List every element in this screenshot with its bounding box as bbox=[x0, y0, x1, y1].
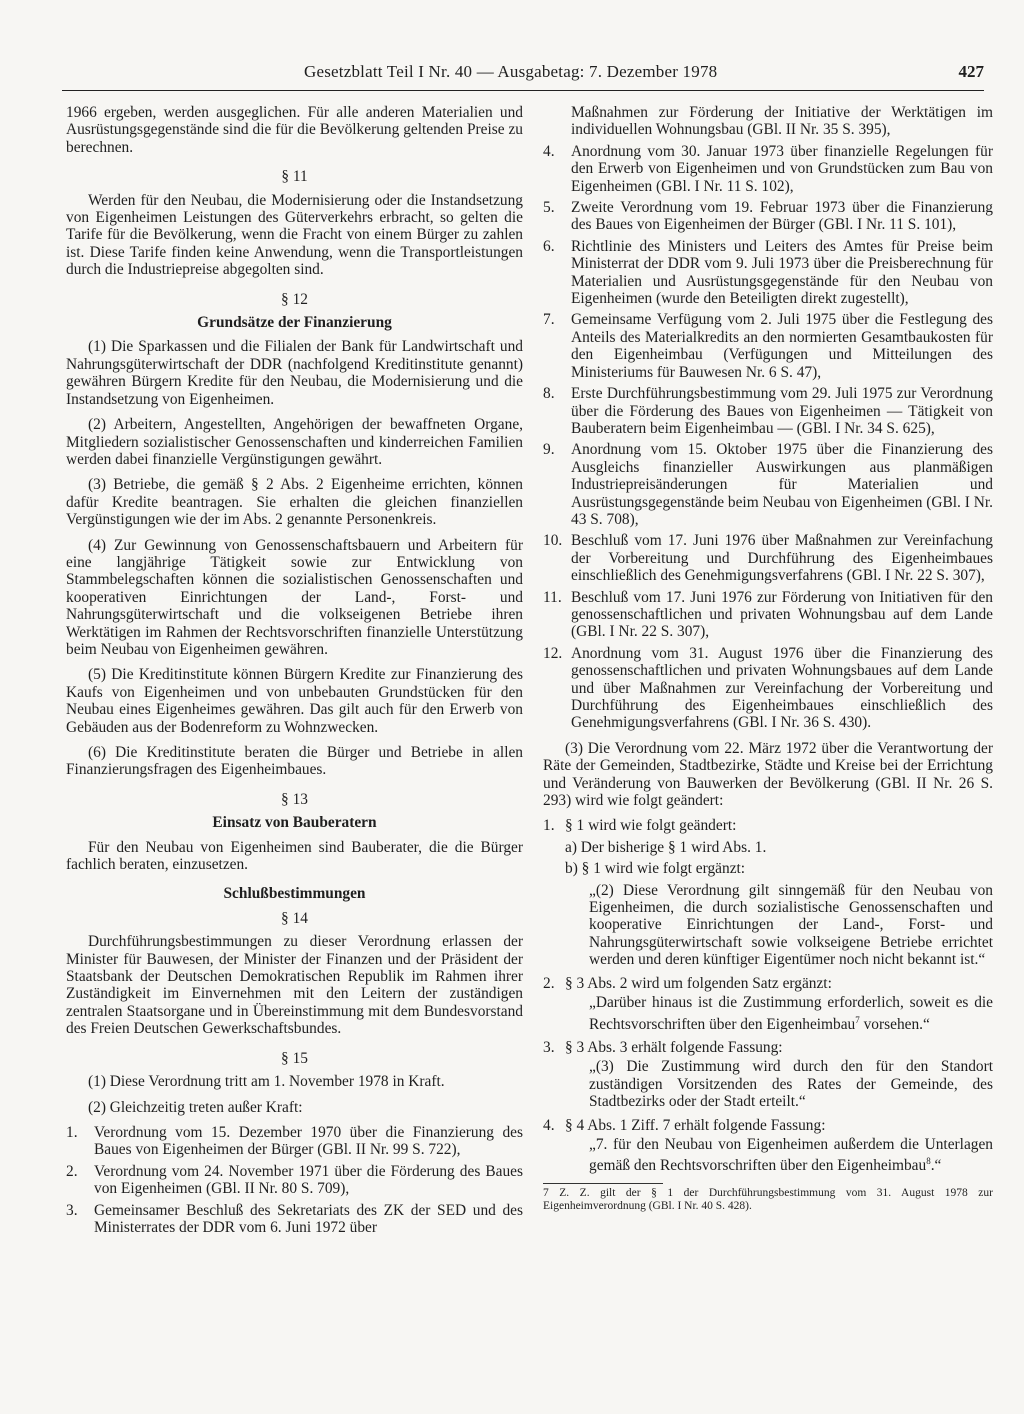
section-13-title: Einsatz von Bauberatern bbox=[212, 814, 377, 832]
list-item-number: 10. bbox=[543, 532, 563, 550]
amendment-text: § 3 Abs. 2 wird um folgenden Satz ergänzt: bbox=[565, 974, 832, 992]
footnote-ref: 8 bbox=[926, 1156, 931, 1167]
page-header bbox=[62, 62, 984, 91]
amendment-sub-a: a) Der bisherige § 1 wird Abs. 1. bbox=[565, 838, 767, 856]
right-column bbox=[543, 104, 993, 1213]
footnote-divider bbox=[543, 1183, 663, 1184]
list-item bbox=[543, 199, 993, 234]
list-item-number: 2. bbox=[66, 1162, 78, 1180]
list-item-number: 11. bbox=[543, 588, 562, 606]
amendment-quote bbox=[589, 1136, 993, 1175]
list-item bbox=[66, 1124, 523, 1159]
footnote: 7 Z. Z. gilt der § 1 der Durchführungsbestimmung vom 31. August 1978 zur Eigenheimverordnung (GBl. I Nr. 40 S. 428). bbox=[543, 1187, 993, 1212]
list-item-continuation bbox=[543, 104, 993, 139]
list-item bbox=[543, 143, 993, 195]
section-14-text: Durchführungsbestimmungen zu dieser Verordnung erlassen der Minister für Bauwesen, der Minister der Finanzen und der Präsident der Staatsbank der Deutschen Demokratischen Republik im Rahmen ihrer Zuständigkeit im Einvernehmen mit den Leitern der zuständigen zentralen Staatsorgane und in Übereinstimmung mit dem Bundesvorstand des Freien Deutschen Gewerkschaftsbundes. bbox=[66, 933, 523, 1038]
list-item-number: 3. bbox=[66, 1201, 78, 1219]
section-11-heading: § 11 bbox=[281, 168, 308, 186]
list-item-text: Anordnung vom 15. Oktober 1975 über die Finanzierung des Ausgleichs finanzieller Auswirkungen aus planmäßigen Industriepreisänderungen für Materialien und Ausrüstungsgegenstände beim Neubau von Eigenheimen (GBl. I Nr. 43 S. 708), bbox=[571, 441, 993, 528]
amendment-list bbox=[543, 817, 993, 1175]
amendment-text: § 1 wird wie folgt geändert: bbox=[565, 817, 737, 835]
amendment-number: 3. bbox=[543, 1039, 555, 1057]
list-item-text: Zweite Verordnung vom 19. Februar 1973 über die Finanzierung des Baues von Eigenheimen der Bürger (GBl. I Nr. 11 S. 101), bbox=[571, 199, 993, 234]
list-item-text: Verordnung vom 24. November 1971 über die Förderung des Baues von Eigenheimen (GBl. II Nr. 80 S. 709), bbox=[94, 1162, 523, 1198]
section-12-para-2: (2) Arbeitern, Angestellten, Angehörigen der bewaffneten Organe, Mitgliedern sozialistischer Genossenschaften und kinderreichen Familien werden dabei finanzielle Vergünstigungen gewährt. bbox=[66, 416, 523, 468]
amendment-quote bbox=[589, 994, 993, 1033]
list-item-text: Richtlinie des Ministers und Leiters des Amtes für Preise beim Ministerrat der DDR vom 9. Juli 1973 über die Preisberechnung für Materialien und Ausrüstungsgegenstände für den Neubau von Eigenheimen (wurde den Beteiligten direkt zugestellt), bbox=[571, 237, 993, 308]
section-12-para-3: (3) Betriebe, die gemäß § 2 Abs. 2 Eigenheime errichten, können dafür Kredite beantragen. Sie erhalten die gleichen finanziellen Vergünstigungen wie der im Abs. 2 genannte Personenkreis. bbox=[66, 476, 523, 529]
amendment-quote: „(3) Die Zustimmung wird durch den für den Standort zuständigen Vorsitzenden des Rates der Gemeinde, des Stadtbezirks oder der Stadt erteilt.“ bbox=[589, 1058, 993, 1111]
section-15-heading: § 15 bbox=[281, 1049, 308, 1067]
quote-text: „7. für den Neubau von Eigenheimen außerdem die Unterlagen gemäß den Rechtsvorschriften über den Eigenheimbau bbox=[589, 1136, 993, 1175]
section-15-para-3: (3) Die Verordnung vom 22. März 1972 über die Verantwortung der Räte der Gemeinden, Stadtbezirke, Städte und Kreise bei der Errichtung und Veränderung von Bauwerken der Bevölkerung (GBl. II Nr. 26 S. 293) wird wie folgt geändert: bbox=[543, 739, 993, 810]
amendment-quote: „(2) Diese Verordnung gilt sinngemäß für den Neubau von Eigenheimen, die durch sozialistische Genossenschaften und kooperative Einrichtungen der Land-, Forst- und Nahrungsgüterwirtschaft sowie volkseigene Betriebe errichtet werden und deren künftiger Eigentümer noch nicht bekannt ist.“ bbox=[589, 881, 993, 969]
repealed-list-right bbox=[543, 104, 993, 732]
amendment-text: § 3 Abs. 3 erhält folgende Fassung: bbox=[565, 1039, 783, 1057]
section-12-para-1: (1) Die Sparkassen und die Filialen der Bank für Landwirtschaft und Nahrungsgüterwirtschaft der DDR (nachfolgend Kreditinstitute genannt) gewähren Bürgern Kredite für den Neubau, die Modernisierung und die Instandsetzung von Eigenheimen. bbox=[66, 338, 523, 408]
section-12-para-5: (5) Die Kreditinstitute können Bürgern Kredite zur Finanzierung des Kaufs von Eigenheimen und von unbebauten Grundstücken für den Neubau eines Eigenheimes gewähren. Das gilt auch für den Erwerb von Gebäuden aus der Bodenreform zu Wohnzwecken. bbox=[66, 666, 523, 736]
amendment-text: § 4 Abs. 1 Ziff. 7 erhält folgende Fassung: bbox=[565, 1116, 826, 1134]
section-12-heading: § 12 bbox=[281, 290, 308, 308]
list-item-text: Verordnung vom 15. Dezember 1970 über die Finanzierung des Baues von Eigenheimen der Bürger (GBl. II Nr. 99 S. 722), bbox=[94, 1123, 523, 1159]
section-12-title: Grundsätze der Finanzierung bbox=[197, 314, 392, 332]
list-item-text: Anordnung vom 31. August 1976 über die Finanzierung des genossenschaftlichen und privaten Wohnungsbaues auf dem Lande und über Maßnahmen zur Vereinfachung der Vorbereitung und Durchführung des Eigenheimbaues einschließlich des Genehmigungsverfahrens (GBl. I Nr. 36 S. 430). bbox=[571, 644, 993, 732]
section-13-heading: § 13 bbox=[281, 790, 308, 808]
list-item-number: 7. bbox=[543, 311, 555, 329]
list-item-text: Beschluß vom 17. Juni 1976 zur Förderung von Initiativen für den genossenschaftlichen und privaten Wohnungsbau auf dem Lande (GBl. I Nr. 22 S. 307), bbox=[571, 588, 993, 641]
footnote-ref: 7 bbox=[855, 1014, 860, 1025]
quote-text-end: .“ bbox=[930, 1157, 942, 1175]
section-13-text: Für den Neubau von Eigenheimen sind Bauberater, die die Bürger fachlich beraten, einzusetzen. bbox=[66, 838, 523, 874]
list-item-text: Gemeinsamer Beschluß des Sekretariats des ZK der SED und des Ministerrates der DDR vom 6. Juni 1972 über bbox=[94, 1201, 523, 1236]
amendment-item bbox=[543, 1039, 993, 1111]
list-item bbox=[543, 589, 993, 641]
quote-text-end: vorsehen.“ bbox=[859, 1015, 930, 1033]
list-item-text: Maßnahmen zur Förderung der Initiative der Werktätigen im individuellen Wohnungsbau (GBl. II Nr. 35 S. 395), bbox=[571, 104, 993, 139]
left-column bbox=[66, 104, 523, 1244]
amendment-number: 1. bbox=[543, 817, 555, 835]
list-item bbox=[543, 385, 993, 437]
final-provisions-title: Schlußbestimmungen bbox=[223, 885, 366, 903]
list-item-number: 8. bbox=[543, 385, 555, 403]
amendment-item bbox=[543, 975, 993, 1033]
repealed-list-left bbox=[66, 1124, 523, 1236]
list-item-number: 1. bbox=[66, 1123, 78, 1141]
gazette-title: Gesetzblatt Teil I Nr. 40 — Ausgabetag: 7. Dezember 1978 bbox=[304, 62, 718, 81]
list-item-number: 12. bbox=[543, 644, 563, 662]
list-item-number: 4. bbox=[543, 142, 555, 160]
section-12-para-6: (6) Die Kreditinstitute beraten die Bürger und Betriebe in allen Finanzierungsfragen des Eigenheimbaues. bbox=[66, 744, 523, 779]
intro-paragraph: 1966 ergeben, werden ausgeglichen. Für alle anderen Materialien und Ausrüstungsgegenstände sind die für die Bevölkerung geltenden Preise zu berechnen. bbox=[66, 104, 523, 156]
list-item bbox=[66, 1202, 523, 1237]
list-item-text: Erste Durchführungsbestimmung vom 29. Juli 1975 zur Verordnung über die Förderung des Baues von Eigenheimen — Tätigkeit von Bauberatern beim Eigenheimbau — (GBl. I Nr. 34 S. 625), bbox=[571, 385, 993, 437]
list-item-text: Anordnung vom 30. Januar 1973 über finanzielle Regelungen für den Erwerb von Eigenheimen und von Grundstücken zum Bau von Eigenheimen (GBl. I Nr. 11 S. 102), bbox=[571, 142, 993, 195]
list-item-number: 6. bbox=[543, 237, 555, 255]
list-item bbox=[543, 238, 993, 308]
list-item-number: 5. bbox=[543, 199, 555, 217]
list-item-text: Beschluß vom 17. Juni 1976 über Maßnahmen zur Vereinfachung der Vorbereitung und Durchführung des Eigenheimbaues einschließlich des Genehmigungsverfahrens (GBl. I Nr. 22 S. 307), bbox=[571, 532, 993, 585]
list-item bbox=[66, 1163, 523, 1198]
section-15-para-1: (1) Diese Verordnung tritt am 1. November 1978 in Kraft. bbox=[88, 1073, 445, 1091]
amendment-item bbox=[543, 817, 993, 968]
section-14-heading: § 14 bbox=[281, 909, 308, 927]
page-number: 427 bbox=[958, 62, 984, 81]
quote-text: „Darüber hinaus ist die Zustimmung erforderlich, soweit es die Rechtsvorschriften über den Eigenheimbau bbox=[589, 994, 993, 1033]
amendment-sub-b: b) § 1 wird wie folgt ergänzt: bbox=[565, 860, 746, 878]
section-12-para-4: (4) Zur Gewinnung von Genossenschaftsbauern und Arbeitern für eine langjährige Tätigkeit sowie zur Entwicklung von Stammbelegschaften können die sozialistischen Genossenschaften und kooperativen Einrichtungen der Land-, Forst- und Nahrungsgüterwirtschaft und die volkseigenen Betriebe ihren Werktätigen im Rahmen der Rechtsvorschriften finanzielle Unterstützung beim Neubau von Eigenheimen gewähren. bbox=[66, 536, 523, 658]
list-item bbox=[543, 532, 993, 584]
amendment-number: 2. bbox=[543, 974, 555, 992]
section-11-text: Werden für den Neubau, die Modernisierung oder die Instandsetzung von Eigenheimen Leistungen des Güterverkehrs erbracht, so gelten die Tarife für die Bevölkerung, wenn die Fracht von einem Bürger zu zahlen ist. Diese Tarife finden keine Anwendung, wenn die Transportleistungen durch die Industriepreise abgegolten sind. bbox=[66, 191, 523, 279]
list-item-text: Gemeinsame Verfügung vom 2. Juli 1975 über die Festlegung des Anteils des Materialkredits an den normierten Gesamtbaukosten für den Eigenheimbau (Verfügungen und Mitteilungen des Ministeriums für Bauwesen Nr. 6 S. 47), bbox=[571, 311, 993, 381]
amendment-number: 4. bbox=[543, 1116, 555, 1134]
section-15-para-2: (2) Gleichzeitig treten außer Kraft: bbox=[88, 1098, 303, 1116]
amendment-item bbox=[543, 1117, 993, 1175]
list-item bbox=[543, 645, 993, 732]
list-item bbox=[543, 311, 993, 381]
list-item-number: 9. bbox=[543, 441, 555, 459]
list-item bbox=[543, 441, 993, 528]
